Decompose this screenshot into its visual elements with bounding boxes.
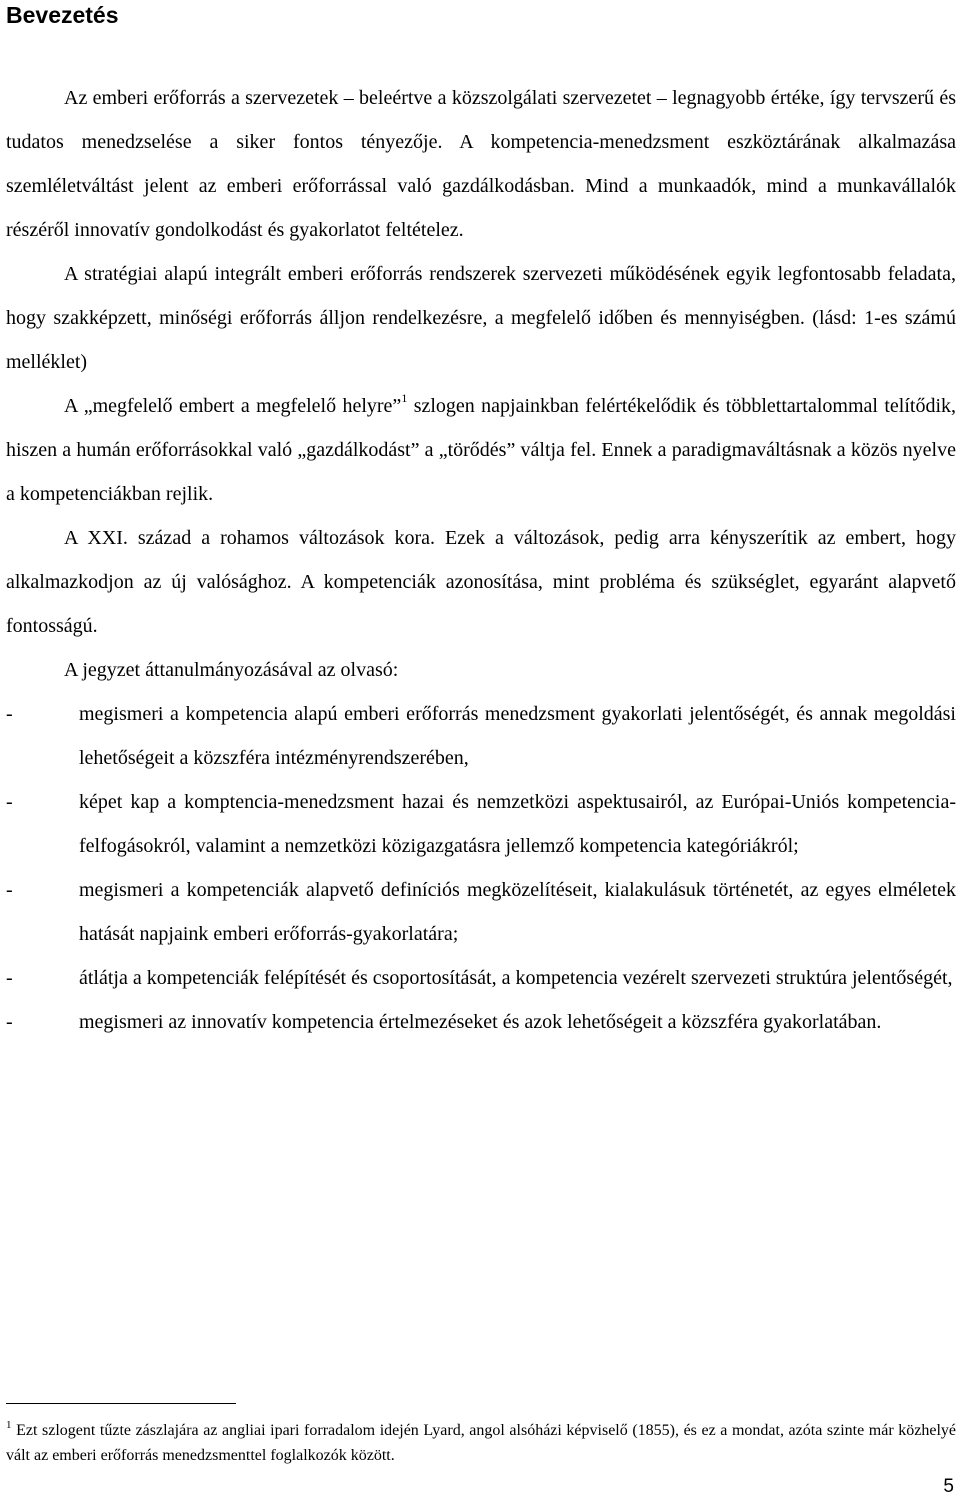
page-title: Bevezetés	[6, 2, 119, 28]
bullet-dash: -	[6, 703, 13, 725]
page-number: 5	[943, 1476, 954, 1497]
list-item-text: megismeri a kompetencia alapú emberi erőforrás menedzsment gyakorlati jelentőségét, és annak megoldási lehetőségeit a közszféra intézményrendszerében,	[79, 703, 956, 769]
paragraph-intro: Az emberi erőforrás a szervezetek – beleértve a közszolgálati szervezetet – legnagyobb értéke, így tervszerű és tudatos menedzselése a siker fontos tényezője. A kompetencia-menedzsment eszköztárának alkalmazása szemléletváltást jelent az emberi erőforrással való gazdálkodásban. Mind a munkaadók, mind a munkavállalók részéről innovatív gondolkodást és gyakorlatot feltételez.	[6, 87, 956, 241]
list-item	[6, 956, 956, 1000]
objectives-list	[6, 692, 956, 1044]
footnote-reference[interactable]: 1	[401, 391, 408, 405]
footnote-separator	[6, 1403, 236, 1404]
body-text	[6, 76, 956, 1044]
list-intro: A jegyzet áttanulmányozásával az olvasó:	[64, 659, 399, 681]
list-item-text: képet kap a komptencia-menedzsment hazai és nemzetközi aspektusairól, az Európai-Uniós kompetencia-felfogásokról, valamint a nemzetközi közigazgatásra jellemző kompetencia kategóriákról;	[79, 791, 956, 857]
slogan-text: A „megfelelő embert a megfelelő helyre”	[64, 395, 402, 417]
list-item-text: megismeri a kompetenciák alapvető definíciós megközelítéseit, kialakulásuk történetét, az egyes elméletek hatását napjaink emberi erőforrás-gyakorlatára;	[79, 879, 956, 945]
footnote	[6, 1418, 956, 1468]
list-item-text: átlátja a kompetenciák felépítését és csoportosítását, a kompetencia vezérelt szervezeti struktúra jelentőségét,	[79, 967, 953, 989]
footnote-text: Ezt szlogent tűzte zászlajára az angliai ipari forradalom idején Lyard, angol alsóházi képviselő (1855), és ez a mondat, azóta szinte már közhelyé vált az emberi erőforrás menedzsmenttel foglalkozók között.	[6, 1422, 956, 1464]
footnote-marker: 1	[6, 1419, 12, 1431]
paragraph-strategy: A stratégiai alapú integrált emberi erőforrás rendszerek szervezeti működésének egyik legfontosabb feladata, hogy szakképzett, minőségi erőforrás álljon rendelkezésre, a megfelelő időben és mennyiségben. (lásd: 1-es számú melléklet)	[6, 263, 956, 373]
list-item	[6, 868, 956, 956]
paragraph-xxi-century: A XXI. század a rohamos változások kora. Ezek a változások, pedig arra kényszerítik az embert, hogy alkalmazkodjon az új valósághoz. A kompetenciák azonosítása, mint probléma és szükséglet, egyaránt alapvető fontosságú.	[6, 527, 956, 637]
slogan-continuation: szlogen napjainkban felértékelődik és többlettartalommal telítődik, hiszen a humán erőforrásokkal való „gazdálkodást” a „törődés” váltja fel. Ennek a paradigmaváltásnak a közös nyelve a kompetenciákban rejlik.	[6, 395, 957, 505]
list-item	[6, 780, 956, 868]
list-item-text: megismeri az innovatív kompetencia értelmezéseket és azok lehetőségeit a közszféra gyakorlatában.	[79, 1011, 882, 1033]
bullet-dash: -	[6, 967, 13, 989]
paragraph-slogan	[6, 384, 956, 516]
bullet-dash: -	[6, 791, 13, 813]
bullet-dash: -	[6, 1011, 13, 1033]
list-item	[6, 1000, 956, 1044]
list-item	[6, 692, 956, 780]
bullet-dash: -	[6, 879, 13, 901]
